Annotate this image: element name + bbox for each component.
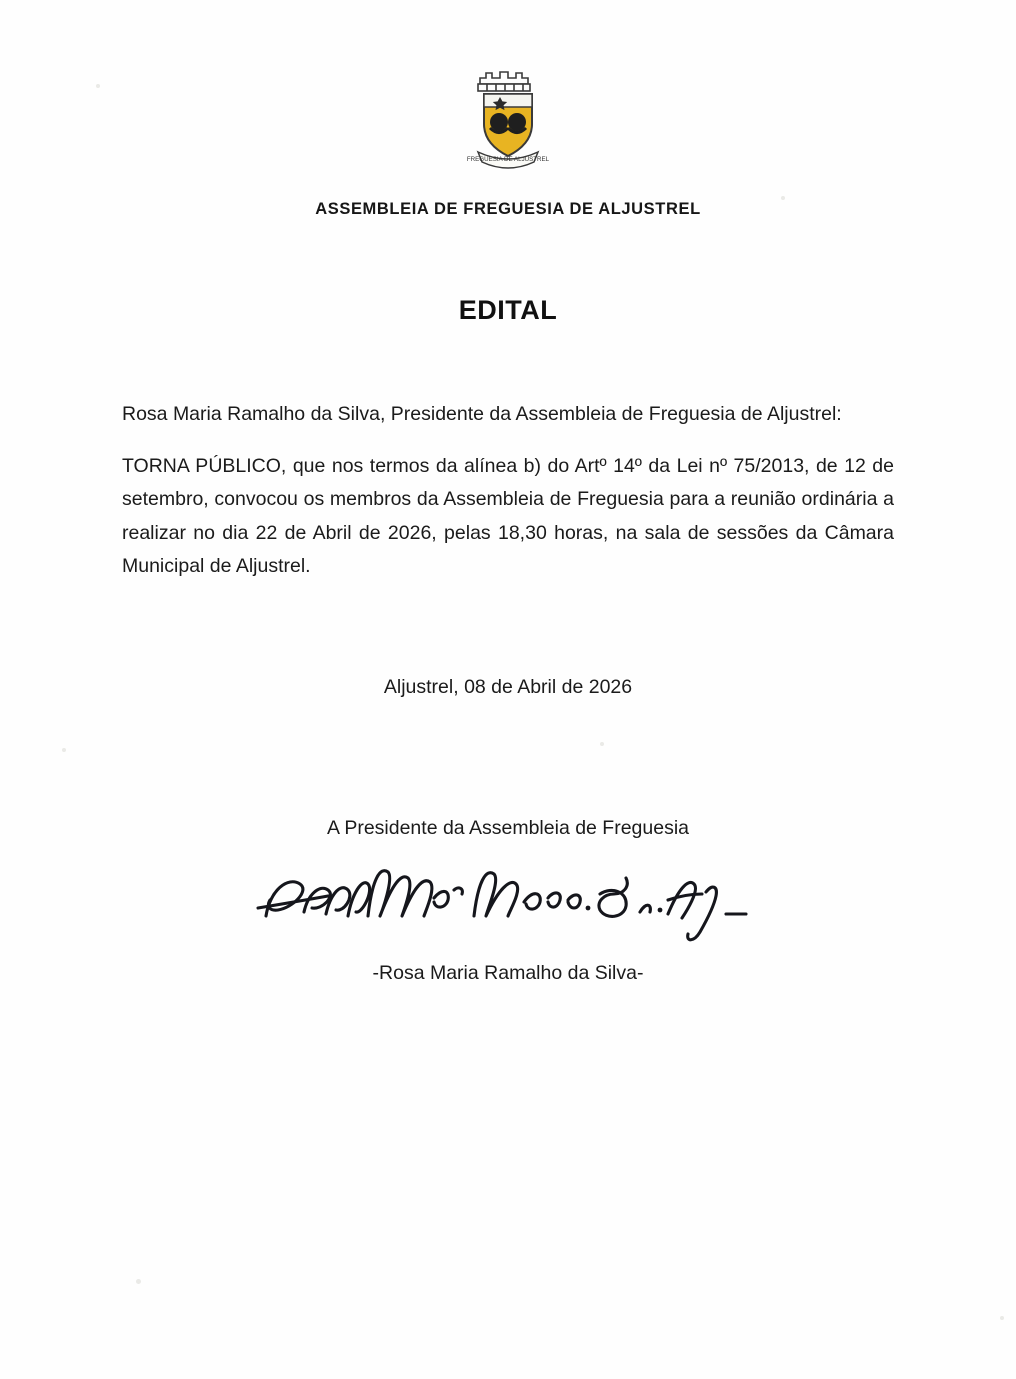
scan-speck [136, 1279, 141, 1284]
signature-image [122, 850, 894, 960]
scan-speck [600, 742, 604, 746]
signature-name: -Rosa Maria Ramalho da Silva- [372, 961, 644, 984]
document-title: EDITAL [458, 295, 558, 325]
scan-speck [781, 196, 785, 200]
scan-speck [96, 84, 100, 88]
scan-speck [1000, 1316, 1004, 1320]
crest-container [122, 0, 894, 174]
scan-speck [62, 748, 66, 752]
place-and-date: Aljustrel, 08 de Abril de 2026 [383, 675, 633, 698]
document-body [122, 398, 894, 584]
intro-paragraph: Rosa Maria Ramalho da Silva, Presidente da Assembleia de Freguesia de Aljustrel: [122, 403, 842, 425]
organization-title: ASSEMBLEIA DE FREGUESIA DE ALJUSTREL [315, 200, 701, 218]
main-paragraph: TORNA PÚBLICO, que nos termos da alínea b) do Artº 14º da Lei nº 75/2013, de 12 de setembro, convocou os membros da Assembleia de Freguesia para a reunião ordinária a realizar no dia 22 de Abril de 2026, pelas 18,30 horas, na sala de sessões da Câmara Municipal de Aljustrel. [122, 454, 894, 578]
coat-of-arms-icon [454, 62, 562, 174]
svg-text:FREGUESIA DE ALJUSTREL: FREGUESIA DE ALJUSTREL [466, 156, 550, 163]
signature-role: A Presidente da Assembleia de Freguesia [326, 816, 690, 839]
